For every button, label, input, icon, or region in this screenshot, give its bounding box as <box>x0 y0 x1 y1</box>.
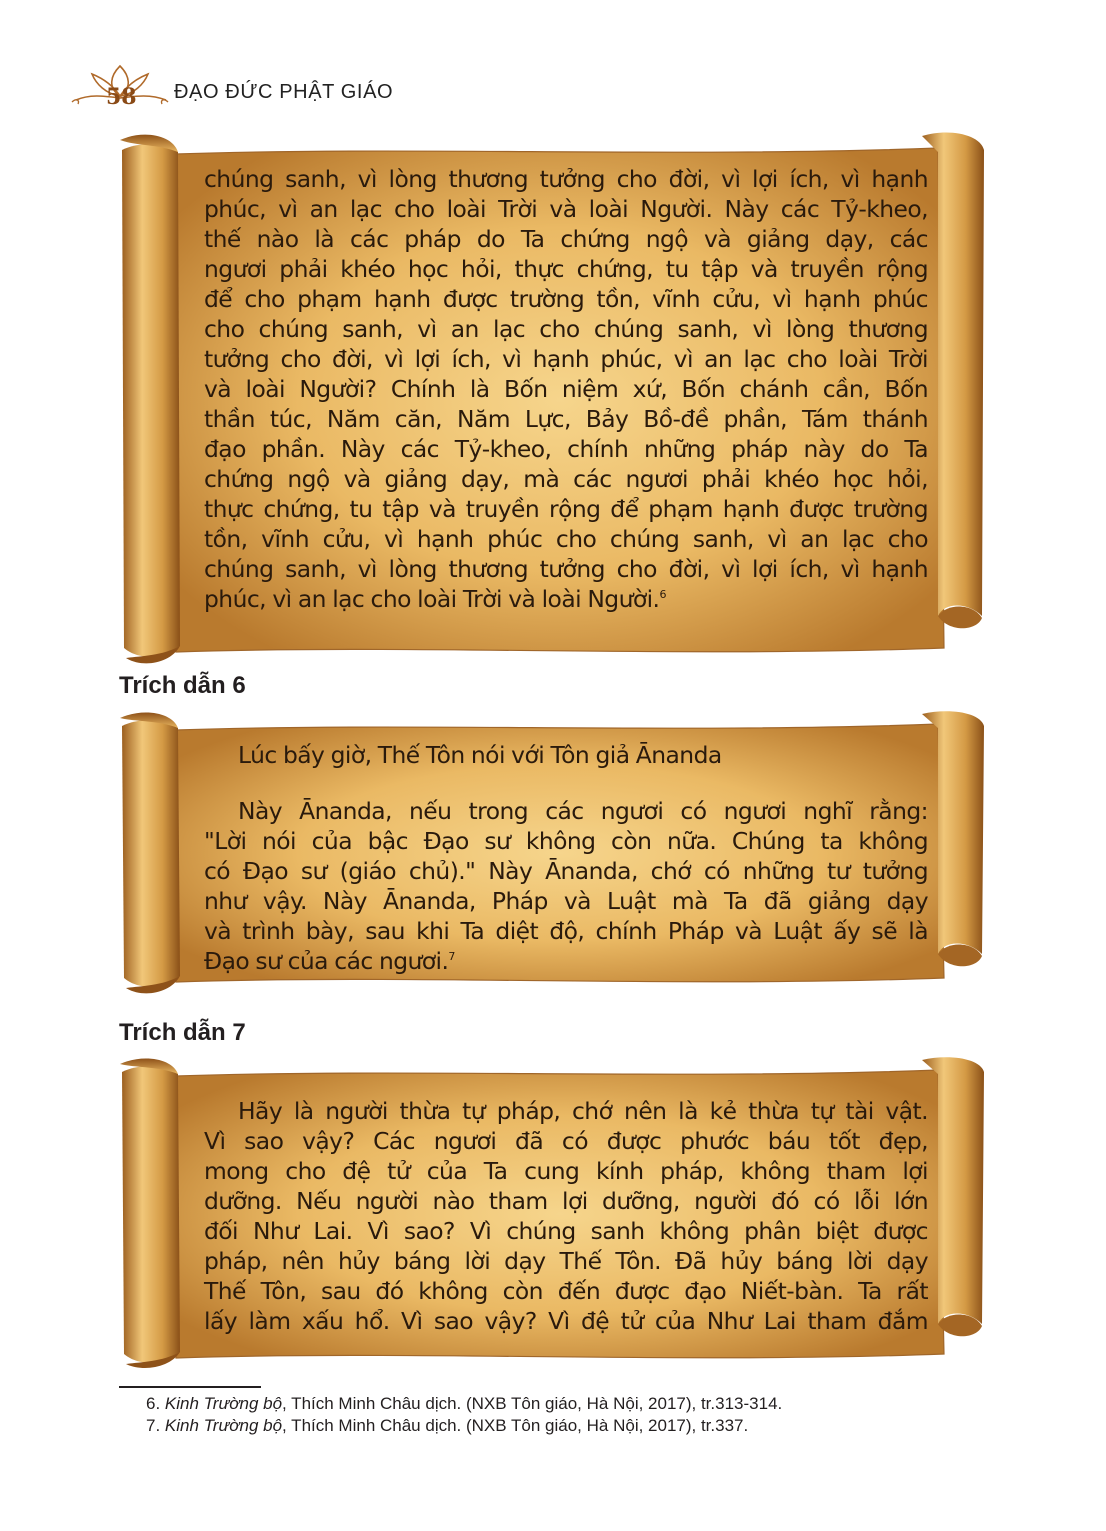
scroll-quote-continued <box>118 128 986 668</box>
footnote-ref-7[interactable]: 7 <box>448 950 455 964</box>
text-line: Hãy là người thừa tự pháp, chớ nên là kẻ thừa tự tài vật. <box>238 1097 928 1125</box>
text-line: ngươi phải khéo học hỏi, thực chứng, tu tập và truyền rộng <box>204 255 928 283</box>
text-line: có Đạo sư (giáo chủ)." Này Ānanda, chớ có những tư tưởng <box>204 857 928 885</box>
scroll-text <box>204 740 928 976</box>
footnote-text: , Thích Minh Châu dịch. (NXB Tôn giáo, Hà Nội, 2017), tr.337. <box>282 1416 749 1435</box>
text-line: cho chúng sanh, vì an lạc cho chúng sanh, vì lòng thương <box>204 315 928 343</box>
text-line: Thế Tôn, sau đó không còn đến được đạo Niết-bàn. Ta rất <box>204 1277 928 1305</box>
text-line-last <box>204 584 928 614</box>
text-line: "Lời nói của bậc Đạo sư không còn nữa. Chúng ta không <box>204 827 928 855</box>
scroll-quote-7 <box>118 1054 986 1372</box>
text-line-content: phúc, vì an lạc cho loài Trời và loài Người. <box>204 585 660 613</box>
text-line: và trình bày, sau khi Ta diệt độ, chính Pháp và Luật ấy sẽ là <box>204 917 928 945</box>
footnote-7 <box>146 1415 782 1437</box>
footnote-ref-6[interactable]: 6 <box>659 588 666 602</box>
footnote-divider <box>119 1386 261 1388</box>
text-line: mong cho đệ tử của Ta cung kính pháp, không tham lợi <box>204 1157 928 1185</box>
text-line: chúng sanh, vì lòng thương tưởng cho đời, vì lợi ích, vì hạnh <box>204 555 928 583</box>
scroll-quote-6 <box>118 708 986 998</box>
footnotes <box>146 1393 782 1437</box>
page-header <box>70 62 400 114</box>
text-line: lấy làm xấu hổ. Vì sao vậy? Vì đệ tử của Như Lai tham đắm <box>204 1307 928 1335</box>
footnote-number: 6. <box>146 1394 161 1413</box>
text-line: chúng sanh, vì lòng thương tưởng cho đời, vì lợi ích, vì hạnh <box>204 165 928 193</box>
text-line: đạo phần. Này các Tỷ-kheo, chính những pháp này do Ta <box>204 435 928 463</box>
page-number: 58 <box>106 84 137 110</box>
text-line: để cho phạm hạnh được trường tồn, vĩnh cửu, vì hạnh phúc <box>204 285 928 313</box>
text-line: tồn, vĩnh cửu, vì hạnh phúc cho chúng sanh, vì an lạc cho <box>204 525 928 553</box>
scroll-text <box>204 164 928 614</box>
text-line: Vì sao vậy? Các ngươi đã có được phước báu tốt đẹp, <box>204 1127 928 1155</box>
text-line: thực chứng, tu tập và truyền rộng để phạm hạnh được trường <box>204 495 928 523</box>
running-title: ĐẠO ĐỨC PHẬT GIÁO <box>174 81 394 103</box>
text-line-last <box>204 946 928 976</box>
text-line: dưỡng. Nếu người nào tham lợi dưỡng, người đó có lỗi lớn <box>204 1187 928 1215</box>
footnote-text: , Thích Minh Châu dịch. (NXB Tôn giáo, Hà Nội, 2017), tr.313-314. <box>282 1394 783 1413</box>
quote-heading-7: Trích dẫn 7 <box>119 1019 246 1046</box>
text-line: thế nào là các pháp do Ta chứng ngộ và giảng dạy, các <box>204 225 928 253</box>
text-line: như vậy. Này Ānanda, Pháp và Luật mà Ta đã giảng dạy <box>204 887 928 915</box>
text-line: đối Như Lai. Vì sao? Vì chúng sanh không phân biệt được <box>204 1217 928 1245</box>
text-line: phúc, vì an lạc cho loài Trời và loài Người. Này các Tỷ-kheo, <box>204 195 928 223</box>
footnote-number: 7. <box>146 1416 161 1435</box>
text-line: thần túc, Năm căn, Năm Lực, Bảy Bồ-đề phần, Tám thánh <box>204 405 928 433</box>
footnote-title: Kinh Trường bộ <box>164 1416 283 1435</box>
footnote-6 <box>146 1393 782 1415</box>
text-line-content: Đạo sư của các ngươi. <box>204 947 449 975</box>
text-line: Này Ānanda, nếu trong các ngươi có ngươi nghĩ rằng: <box>238 797 928 825</box>
text-line: và loài Người? Chính là Bốn niệm xứ, Bốn chánh cần, Bốn <box>204 375 928 403</box>
quote-intro: Lúc bấy giờ, Thế Tôn nói với Tôn giả Ānanda <box>238 741 722 769</box>
footnote-title: Kinh Trường bộ <box>164 1394 283 1413</box>
text-line: pháp, nên hủy báng lời dạy Thế Tôn. Đã hủy báng lời dạy <box>204 1247 928 1275</box>
text-line: chứng ngộ và giảng dạy, mà các ngươi phải khéo học hỏi, <box>204 465 928 493</box>
text-line: tưởng cho đời, vì lợi ích, vì hạnh phúc, vì an lạc cho loài Trời <box>204 345 928 373</box>
quote-heading-6: Trích dẫn 6 <box>119 672 246 699</box>
scroll-text <box>204 1096 928 1336</box>
